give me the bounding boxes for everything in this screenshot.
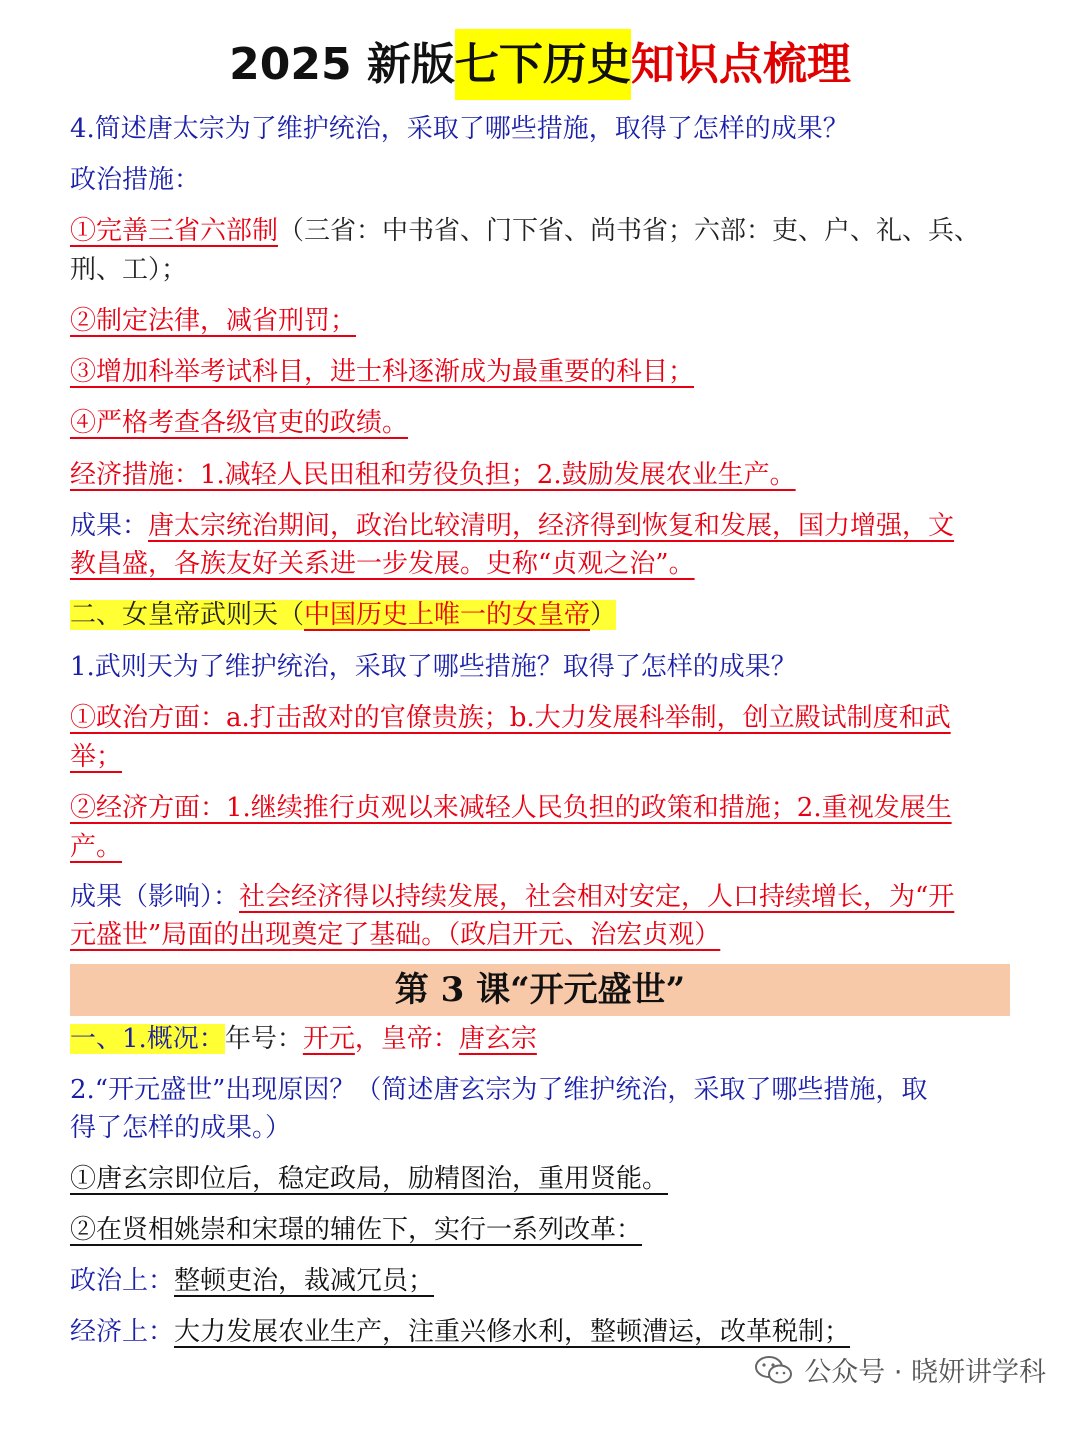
section2-result [70,878,1015,916]
q4-m1-key: ①完善三省六部制 [70,216,279,246]
q4-measure-4 [70,404,1015,442]
lesson3-emperor-value: 唐玄宗 [458,1024,537,1054]
section2-result-text: 社会经济得以持续发展，社会相对安定，人口持续增长，为“开 [239,882,955,912]
section2-heading-a: 二、女皇帝武则天（ [70,600,305,630]
section2-economic-cont [70,828,1015,866]
lesson3-political-value: 整顿吏治，裁减冗员； [174,1266,435,1296]
title-part1: 2025 新版 [229,39,455,90]
q4-m1-detail: （三省：中书省、门下省、尚书省；六部：吏、户、礼、兵、 [278,216,981,246]
q4-political-label: 政治措施： [70,165,201,195]
lesson3-economic [70,1313,1015,1351]
lesson3-overview-label: 一、1.概况： [70,1024,225,1054]
q4-question: 4.简述唐太宗为了维护统治，采取了哪些措施，取得了怎样的成果？ [70,114,849,144]
section2-heading-b: 中国历史上唯一的女皇帝 [304,600,591,630]
lesson3-era-value: 开元 [302,1024,355,1054]
lesson3-question: 2.“开元盛世”出现原因？（简述唐玄宗为了维护统治，采取了哪些措施，取 [70,1075,928,1105]
lesson3-reason-2-text: ②在贤相姚崇和宋璟的辅佐下，实行一系列改革： [70,1215,643,1245]
q4-m1-detail-cont: 刑、工）； [70,255,188,285]
q4-result-text-cont: 教昌盛，各族友好关系进一步发展。史称“贞观之治”。 [70,549,695,579]
section2-heading [70,596,1015,634]
lesson3-political-label: 政治上： [70,1266,175,1296]
q4-m4-text: ④严格考查各级官吏的政绩。 [70,408,409,438]
q4-economic-text: 经济措施：1.减轻人民田租和劳役负担；2.鼓励发展农业生产。 [70,460,796,490]
title-part3: 知识点梳理 [630,39,851,90]
q4-result [70,507,1015,545]
section2-result-text-cont: 元盛世”局面的出现奠定了基础。（政启开元、治宏贞观） [70,920,721,950]
q4-m2-text: ②制定法律，减省刑罚； [70,306,357,336]
footer-text: 公众号 · 晓妍讲学科 [804,1357,1046,1388]
section2-result-label: 成果（影响）： [70,882,240,912]
lesson3-title: 第 3 课“开元盛世” [70,964,1010,1016]
lesson3-question-cont: 得了怎样的成果。） [70,1113,292,1143]
section2-political-text: ①政治方面：a.打击敌对的官僚贵族；b.大力发展科举制，创立殿试制度和武 [70,703,951,733]
q4-economic [70,456,1015,494]
q4-measure-1 [70,212,1015,250]
wechat-icon [754,1355,794,1385]
section2-economic [70,789,1015,827]
section2-economic-text-cont: 产。 [70,832,123,862]
q4-result-cont [70,545,1015,583]
lesson3-era-label: 年号： [224,1024,303,1054]
lesson3-reason-1 [70,1160,1015,1198]
section2-result-cont [70,916,1015,954]
lesson3-economic-value: 大力发展农业生产，注重兴修水利，整顿漕运，改革税制； [174,1317,851,1347]
section2-question: 1.武则天为了维护统治，采取了哪些措施？取得了怎样的成果？ [70,652,797,682]
section2-heading-c: ） [590,600,617,630]
page-title [0,38,1080,92]
lesson3-reason-1-text: ①唐玄宗即位后，稳定政局，励精图治，重用贤能。 [70,1164,669,1194]
lesson3-economic-label: 经济上： [70,1317,175,1347]
q4-result-label: 成果： [70,511,149,541]
title-highlight: 七下历史 [455,29,631,100]
lesson3-overview [70,1020,1015,1058]
section2-political-text-cont: 举； [70,742,123,772]
lesson3-reason-2 [70,1211,1015,1249]
lesson3-political [70,1262,1015,1300]
q4-measure-3 [70,353,1015,391]
q4-result-text: 唐太宗统治期间，政治比较清明，经济得到恢复和发展，国力增强，文 [148,511,955,541]
footer-watermark [754,1350,1046,1389]
section2-political-cont [70,738,1015,776]
lesson3-emperor-label: ，皇帝： [354,1024,459,1054]
section2-political [70,699,1015,737]
section2-economic-text: ②经济方面：1.继续推行贞观以来减轻人民负担的政策和措施；2.重视发展生 [70,793,952,823]
q4-measure-2 [70,302,1015,340]
q4-m3-text: ③增加科举考试科目，进士科逐渐成为最重要的科目； [70,357,695,387]
